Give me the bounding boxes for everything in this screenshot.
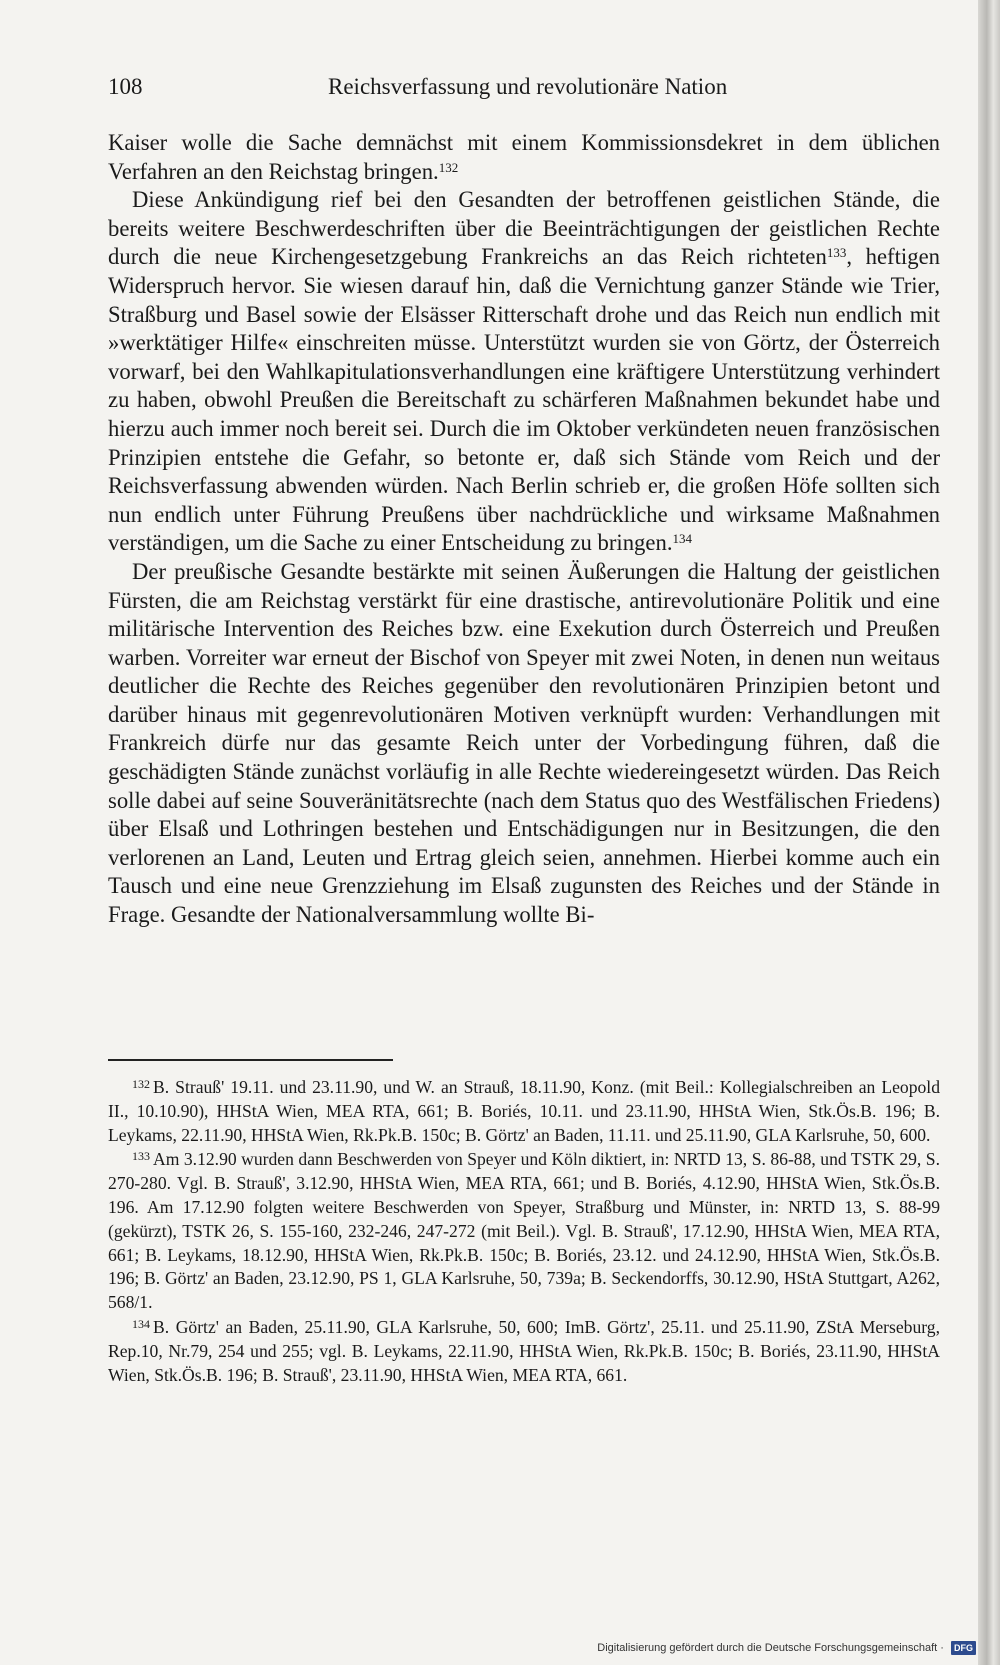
paragraph-2-text-b: , heftigen Widerspruch hervor. Sie wiesen darauf hin, daß die Vernichtung ganzer Stände wie Trier, Straßburg und Basel sowie der Elsässer Ritterschaft drohe und das Reich nun endlich mit »werktätiger Hilfe« einschreiten müsse. Unterstützt wurden sie von Görtz, der Österreich vorwarf, bei den Wahlkapitulationsverhandlungen eine kräftigere Unterstützung verhindert zu haben, obwohl Preußen die Bereitschaft zu schärferen Maßnahmen bekundet habe und hierzu auch immer noch bereit sei. Durch die im Oktober verkündeten neuen französischen Prinzipien entstehe die Gefahr, so betonte er, daß sich Stände vom Reich und der Reichsverfassung abwenden würden. Nach Berlin schrieb er, die großen Höfe sollten sich nun endlich unter Führung Preußens über nachdrückliche und wirksame Maßnahmen verständigen, um die Sache zu einer Entscheidung zu bringen. (108, 244, 940, 556)
footnote-number: 132 (132, 1077, 150, 1091)
footnote-number: 133 (132, 1149, 150, 1164)
footnote-133 (108, 1148, 940, 1315)
paragraph-2-text-a: Diese Ankündigung rief bei den Gesandten der betroffenen geistlichen Stände, die bereits weitere Beschwerdeschriften über die Beeinträchtigungen der geistlichen Rechte durch die neue Kirchengesetzgebung Frankreichs an das Reich richteten (108, 187, 940, 270)
dfg-logo-icon: DFG (951, 1641, 976, 1655)
footnote-text: B. Strauß' 19.11. und 23.11.90, und W. an Strauß, 18.11.90, Konz. (mit Beil.: Kollegialschreiben an Leopold II., 10.10.90), HHStA Wien, MEA RTA, 661; B. Boriés, 10.11. und 23.11.90, HHStA Wien, Stk.Ös.B. 196; B. Leykams, 22.11.90, HHStA Wien, Rk.Pk.B. 150c; B. Görtz' an Baden, 11.11. und 25.11.90, GLA Karlsruhe, 50, 600. (108, 1077, 940, 1145)
paragraph-2 (108, 186, 940, 558)
main-text (108, 129, 940, 930)
running-title: Reichsverfassung und revolutionäre Nation (328, 74, 728, 99)
footnote-ref-134[interactable]: 134 (672, 531, 692, 547)
footnote-number: 134 (132, 1316, 150, 1331)
footnote-ref-132[interactable]: 132 (438, 159, 459, 175)
paragraph-1 (108, 129, 940, 186)
footnote-134 (108, 1316, 940, 1387)
running-head (108, 70, 898, 104)
credit-text: Digitalisierung gefördert durch die Deutsche Forschungsgemeinschaft (597, 1642, 938, 1654)
footnotes (108, 1076, 940, 1388)
page-edge (978, 0, 1000, 1665)
paragraph-3: Der preußische Gesandte bestärkte mit seinen Äußerungen die Haltung der geistlichen Fürsten, die am Reichstag verstärkt für eine drastische, antirevolutionäre Politik und eine militärische Intervention des Reiches bzw. eine Exekution durch Österreich und Preußen warben. Vorreiter war erneut der Bischof von Speyer mit zwei Noten, in denen nun weitaus deutlicher die Rechte des Reiches gegenüber den revolutionären Prinzipien betont und darüber hinaus mit gegenrevolutionären Motiven verknüpft wurden: Verhandlungen mit Frankreich dürfe nur das gesamte Reich unter der Vorbedingung führen, daß die geschädigten Stände zunächst vorläufig in alle Rechte wiedereingesetzt würden. Das Reich solle dabei auf seine Souveränitätsrechte (nach dem Status quo des Westfälischen Friedens) über Elsaß und Lothringen bestehen und Entschädigungen nur in Besitzungen, die den verlorenen an Land, Leuten und Ertrag gleich seien, annehmen. Hierbei komme auch ein Tausch und eine neue Grenzziehung im Elsaß zugunsten des Reiches und der Stände in Frage. Gesandte der Nationalversammlung wollte Bi- (108, 558, 940, 928)
footnote-text: B. Görtz' an Baden, 25.11.90, GLA Karlsruhe, 50, 600; ImB. Görtz', 25.11. und 25.11.90, ZStA Merseburg, Rep.10, Nr.79, 254 und 255; vgl. B. Leykams, 22.11.90, HHStA Wien, Rk.Pk.B. 150c; B. Boriés, 23.11.90, HHStA Wien, Stk.Ös.B. 196; B. Strauß', 23.11.90, HHStA Wien, MEA RTA, 661. (108, 1316, 940, 1385)
paragraph-1-text: Kaiser wolle die Sache demnächst mit einem Kommissionsdekret in dem üblichen Verfahren an den Reichstag bringen. (108, 130, 940, 184)
footnote-ref-133[interactable]: 133 (826, 245, 847, 261)
page-number: 108 (108, 74, 143, 99)
footnote-text: Am 3.12.90 wurden dann Beschwerden von Speyer und Köln diktiert, in: NRTD 13, S. 86-88, und TSTK 29, S. 270-280. Vgl. B. Strauß', 3.12.90, HHStA Wien, MEA RTA, 661; und B. Boriés, 4.12.90, HHStA Wien, Stk.Ös.B. 196. Am 17.12.90 folgten weitere Beschwerden von Speyer, Straßburg und Münster, in: NRTD 13, S. 88-99 (gekürzt), TSTK 26, S. 155-160, 232-246, 247-272 (mit Beil.). Vgl. B. Strauß', 17.12.90, HHStA Wien, MEA RTA, 661; B. Leykams, 18.12.90, HHStA Wien, Rk.Pk.B. 150c; B. Boriés, 23.12. und 24.12.90, HHStA Wien, Stk.Ös.B. 196; B. Görtz' an Baden, 23.12.90, PS 1, GLA Karlsruhe, 50, 739a; B. Seckendorffs, 30.12.90, HStA Stuttgart, A262, 568/1. (108, 1149, 940, 1313)
footnote-rule (108, 1059, 393, 1061)
digitization-credit: Digitalisierung gefördert durch die Deutsche Forschungsgemeinschaft · DFG (597, 1639, 976, 1657)
footnote-132 (108, 1076, 940, 1147)
